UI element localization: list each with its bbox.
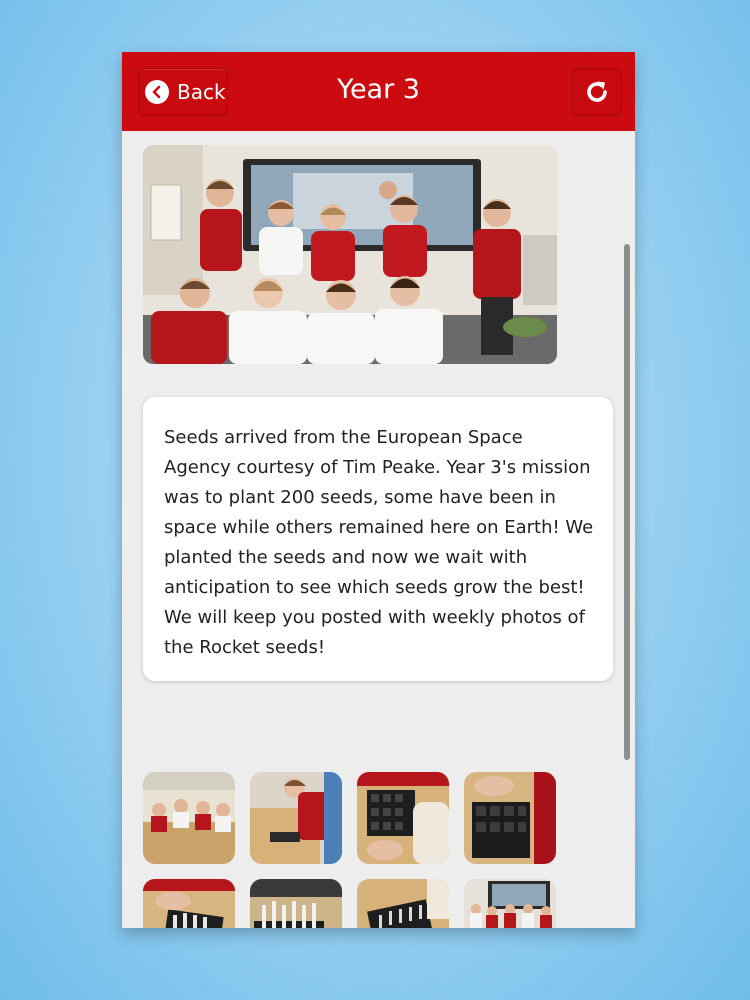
gallery-thumbnail[interactable] [464, 879, 556, 928]
gallery-thumbnail[interactable] [464, 772, 556, 864]
gallery-thumbnail[interactable] [143, 879, 235, 928]
scrollbar[interactable] [624, 244, 630, 760]
gallery-thumbnail[interactable] [357, 879, 449, 928]
refresh-button[interactable] [572, 68, 622, 116]
gallery-thumbnail[interactable] [250, 772, 342, 864]
post-text-card [143, 397, 613, 681]
page-title: Year 3 [337, 74, 420, 105]
refresh-icon [583, 78, 611, 106]
back-label: Back [177, 80, 226, 104]
gallery-thumbnail[interactable] [250, 879, 342, 928]
gallery-thumbnail[interactable] [357, 772, 449, 864]
header-bar [122, 52, 635, 131]
gallery-thumbnail[interactable] [143, 772, 235, 864]
post-text: Seeds arrived from the European Space Agency courtesy of Tim Peake. Year 3's mission was to plant 200 seeds, some have been in space while others remained here on Earth! We planted the seeds and now we wait with anticipation to see which seeds grow the best! We will keep you posted with weekly photos of the Rocket seeds! [164, 427, 594, 658]
app-screen [122, 52, 635, 928]
hero-photo[interactable] [143, 145, 557, 364]
content-area [122, 131, 635, 928]
